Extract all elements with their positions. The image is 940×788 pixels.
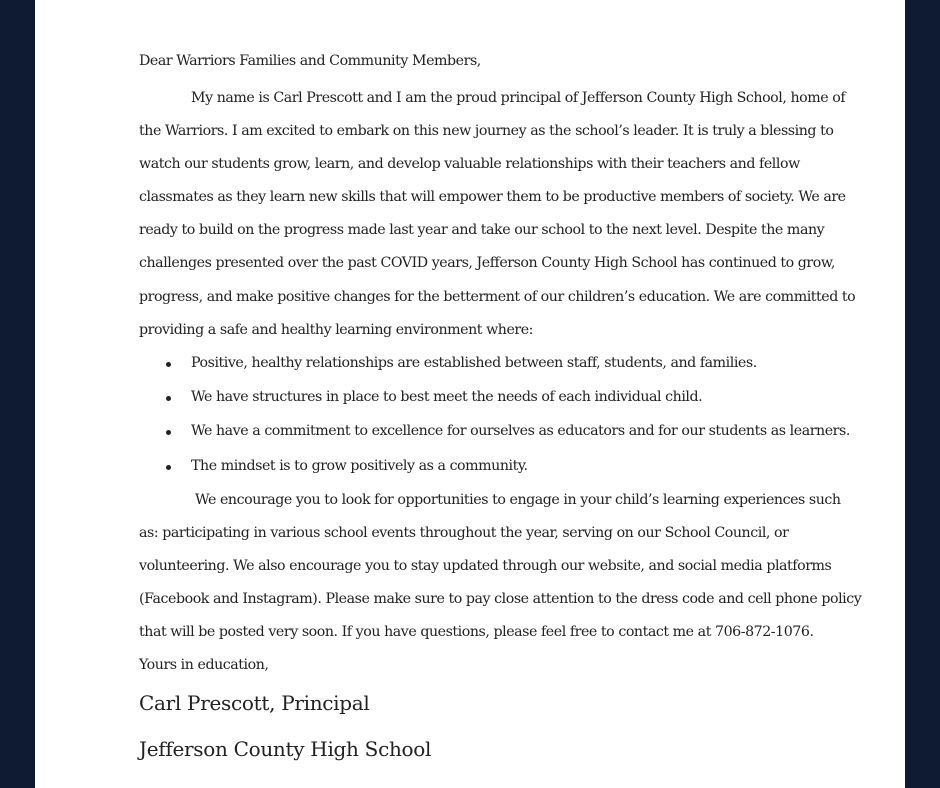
bullet-icon bbox=[166, 465, 171, 470]
list-item bbox=[139, 453, 829, 487]
paragraph-line: as: participating in various school events throughout the year, serving on our School Council, or bbox=[139, 525, 789, 542]
list-item-text: We have a commitment to excellence for ourselves as educators and for our students as learners. bbox=[191, 423, 850, 440]
paragraph-line: classmates as they learn new skills that will empower them to be productive members of society. We are bbox=[139, 189, 846, 206]
paragraph-line: watch our students grow, learn, and develop valuable relationships with their teachers and fellow bbox=[139, 156, 800, 173]
list-item-text: Positive, healthy relationships are established between staff, students, and families. bbox=[191, 354, 757, 371]
letter-page bbox=[35, 0, 905, 788]
paragraph-line: challenges presented over the past COVID years, Jefferson County High School has continued to grow, bbox=[139, 255, 835, 272]
paragraph-line: that will be posted very soon. If you have questions, please feel free to contact me at 706-872-1076. bbox=[139, 624, 814, 641]
list-item bbox=[139, 384, 829, 418]
paragraph-line: We encourage you to look for opportunities to engage in your child’s learning experiences such bbox=[195, 491, 841, 508]
salutation: Dear Warriors Families and Community Members, bbox=[139, 53, 481, 69]
paragraph-line: ready to build on the progress made last year and take our school to the next level. Despite the many bbox=[139, 222, 825, 239]
closing: Yours in education, bbox=[139, 657, 269, 674]
signature-name: Carl Prescott, Principal bbox=[139, 691, 370, 716]
paragraph-line: the Warriors. I am excited to embark on this new journey as the school’s leader. It is truly a blessing to bbox=[139, 123, 834, 140]
paragraph-line: volunteering. We also encourage you to stay updated through our website, and social media platforms bbox=[139, 558, 832, 575]
bullet-icon bbox=[166, 396, 171, 401]
signature-school: Jefferson County High School bbox=[139, 737, 432, 762]
bullet-icon bbox=[166, 430, 171, 435]
list-item-text: We have structures in place to best meet the needs of each individual child. bbox=[191, 389, 703, 406]
bullet-icon bbox=[166, 362, 171, 367]
paragraph-engagement bbox=[139, 487, 862, 652]
paragraph-line: providing a safe and healthy learning environment where: bbox=[139, 321, 534, 338]
list-item bbox=[139, 350, 829, 384]
paragraph-line: My name is Carl Prescott and I am the proud principal of Jefferson County High School, home of bbox=[191, 90, 846, 106]
paragraph-line: progress, and make positive changes for the betterment of our children’s education. We are committed to bbox=[139, 288, 856, 305]
letter-body bbox=[139, 48, 862, 764]
list-item-text: The mindset is to grow positively as a community. bbox=[191, 457, 528, 474]
paragraph-line: (Facebook and Instagram). Please make sure to pay close attention to the dress code and cell phone policy bbox=[139, 591, 862, 608]
list-item bbox=[139, 418, 850, 452]
paragraph-introduction bbox=[139, 85, 856, 350]
commitment-list bbox=[139, 350, 850, 487]
